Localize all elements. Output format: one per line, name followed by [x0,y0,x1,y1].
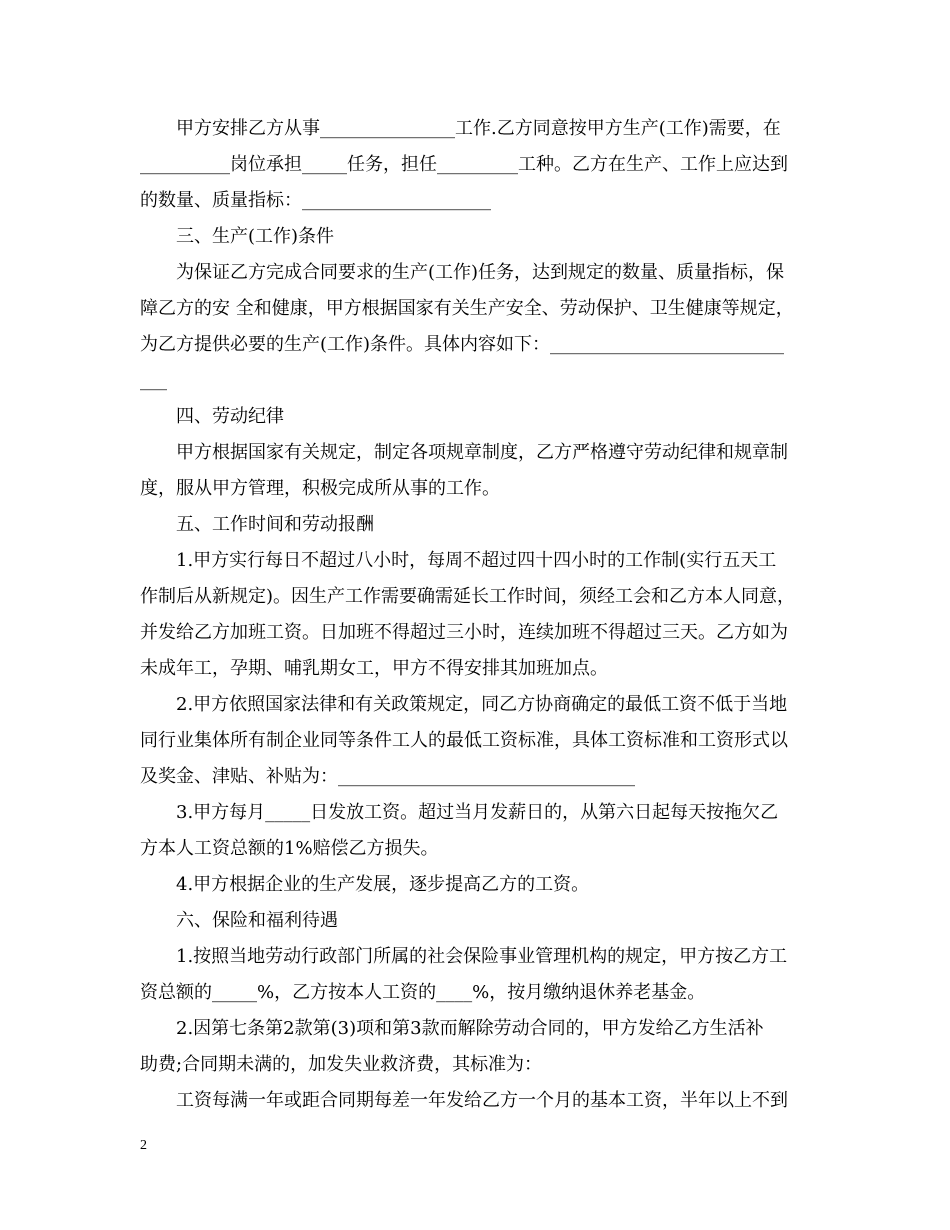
text-line: 资总额的_____%，乙方按本人工资的____%，按月缴纳退休养老基金。 [140,982,706,1003]
text-line: 作制后从新规定)。因生产工作需要确需延长工作时间，须经工会和乙方本人同意， [140,586,796,607]
text-line: 未成年工，孕期、哺乳期女工，甲方不得安排其加班加点。 [140,658,608,679]
text-line: 甲方安排乙方从事_______________工作.乙方同意按甲方生产(工作)需要，在 [176,118,781,139]
text-line: 度，服从甲方管理，积极完成所从事的工作。 [140,478,500,499]
text-line: 1.甲方实行每日不超过八小时，每周不超过四十四小时的工作制(实行五天工 [176,550,777,571]
text-line: 1.按照当地劳动行政部门所属的社会保险事业管理机构的规定，甲方按乙方工 [176,946,788,967]
text-line: 2.甲方依照国家法律和有关政策规定，同乙方协商确定的最低工资不低于当地 [176,694,788,715]
text-line: 并发给乙方加班工资。日加班不得超过三小时，连续加班不得超过三天。乙方如为 [140,622,788,643]
text-line: ___ [140,370,167,391]
text-line: 4.甲方根据企业的生产发展，逐步提高乙方的工资。 [176,874,590,895]
text-line: 工资每满一年或距合同期每差一年发给乙方一个月的基本工资，半年以上不到 [176,1090,788,1111]
text-line: 为乙方提供必要的生产(工作)条件。具体内容如下：__________________________ [140,334,785,355]
text-line: 的数量、质量指标：_____________________ [140,190,491,211]
text-line: 方本人工资总额的1%赔偿乙方损失。 [140,838,439,859]
section-heading: 六、保险和福利待遇 [176,910,338,931]
text-line: 障乙方的安 全和健康，甲方根据国家有关生产安全、劳动保护、卫生健康等规定， [140,298,794,319]
text-line: 3.甲方每月_____日发放工资。超过当月发薪日的，从第六日起每天按拖欠乙 [176,802,779,823]
text-line: 为保证乙方完成合同要求的生产(工作)任务，达到规定的数量、质量指标，保 [176,262,785,283]
page-number: 2 [140,1138,147,1153]
text-line: 2.因第七条第2款第(3)项和第3款而解除劳动合同的，甲方发给乙方生活补 [176,1018,764,1039]
section-heading: 五、工作时间和劳动报酬 [176,514,374,535]
section-heading: 四、劳动纪律 [176,406,284,427]
section-heading: 三、生产(工作)条件 [176,226,335,247]
text-line: 及奖金、津贴、补贴为：_________________________________ [140,766,635,787]
text-line: __________岗位承担_____任务，担任_________工种。乙方在生产、工作上应达到 [140,154,788,175]
text-line: 助费;合同期未满的，加发失业救济费，其标准为： [140,1054,543,1075]
text-line: 甲方根据国家有关规定，制定各项规章制度，乙方严格遵守劳动纪律和规章制 [176,442,788,463]
text-line: 同行业集体所有制企业同等条件工人的最低工资标准，具体工资标准和工资形式以 [140,730,788,751]
